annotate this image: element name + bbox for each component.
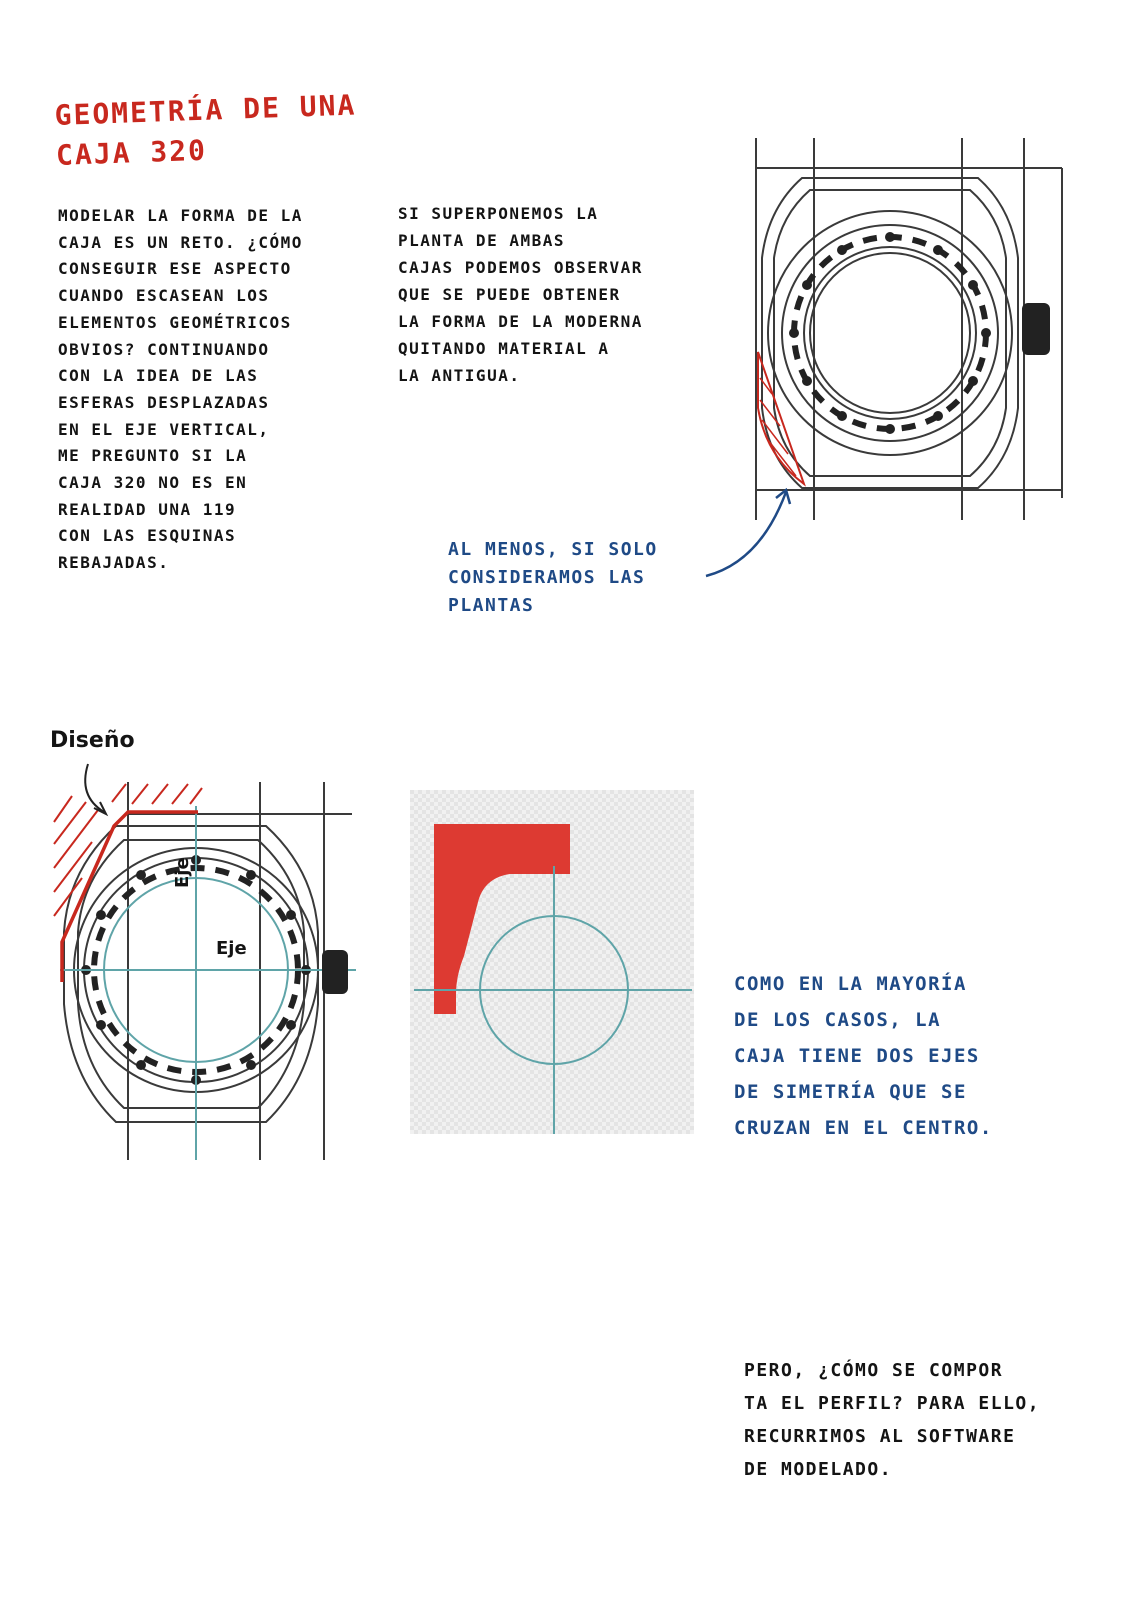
overlay-note [398, 200, 643, 389]
profile-geometry-panel [410, 790, 694, 1134]
intro-line: CAJA 320 NO ES EN [58, 473, 248, 493]
intro-line: CUANDO ESCASEAN LOS [58, 286, 270, 306]
title-line: GEOMETRÍA DE UNA [54, 88, 357, 132]
profile-note [744, 1354, 1040, 1486]
intro-line: ME PREGUNTO SI LA [58, 446, 248, 466]
overlay-line: LA ANTIGUA. [398, 366, 521, 385]
overlay-line: CAJAS PODEMOS OBSERVAR [398, 258, 643, 277]
intro-line: EN EL EJE VERTICAL, [58, 419, 270, 439]
overlaid-plans-sketch [752, 138, 1072, 528]
annotation-arrow-icon [704, 484, 804, 584]
intro-line: REALIDAD UNA 119 [58, 499, 237, 519]
profile-line: TA EL PERFIL? PARA ELLO, [744, 1393, 1041, 1414]
intro-line: CONSEGUIR ESE ASPECTO [58, 259, 292, 279]
symmetry-line: CRUZAN EN EL CENTRO. [734, 1117, 993, 1139]
design-label: Diseño [50, 728, 135, 753]
intro-line: CAJA ES UN RETO. ¿CÓMO [58, 232, 303, 252]
plans-annotation-line: CONSIDERAMOS LAS [448, 567, 646, 588]
intro-line: REBAJADAS. [58, 553, 170, 573]
title-line: CAJA 320 [55, 133, 208, 172]
plans-annotation-line: AL MENOS, SI SOLO [448, 539, 658, 560]
symmetry-note [734, 966, 993, 1146]
symmetry-line: COMO EN LA MAYORÍA [734, 973, 967, 995]
profile-line: RECURRIMOS AL SOFTWARE [744, 1426, 1016, 1447]
design-axes-sketch [52, 782, 362, 1162]
profile-line: PERO, ¿CÓMO SE COMPOR [744, 1360, 1004, 1381]
profile-line: DE MODELADO. [744, 1459, 893, 1480]
overlay-line: SI SUPERPONEMOS LA [398, 204, 599, 223]
intro-line: ESFERAS DESPLAZADAS [58, 392, 270, 412]
overlay-line: QUE SE PUEDE OBTENER [398, 285, 621, 304]
overlay-line: PLANTA DE AMBAS [398, 231, 565, 250]
intro-paragraph [58, 203, 303, 577]
intro-line: ELEMENTOS GEOMÉTRICOS [58, 312, 292, 332]
intro-line: CON LAS ESQUINAS [58, 526, 237, 546]
intro-line: CON LA IDEA DE LAS [58, 366, 259, 386]
intro-line: MODELAR LA FORMA DE LA [58, 206, 303, 225]
intro-line: OBVIOS? CONTINUANDO [58, 339, 270, 359]
symmetry-line: DE LOS CASOS, LA [734, 1009, 942, 1031]
page-title [54, 85, 358, 175]
vertical-axis-label: Eje [172, 857, 193, 888]
symmetry-line: CAJA TIENE DOS EJES [734, 1045, 980, 1067]
overlay-line: QUITANDO MATERIAL A [398, 339, 610, 358]
plans-annotation-line: PLANTAS [448, 595, 535, 616]
plans-annotation [448, 536, 658, 620]
overlay-line: LA FORMA DE LA MODERNA [398, 312, 643, 331]
symmetry-line: DE SIMETRÍA QUE SE [734, 1081, 967, 1103]
horizontal-axis-label: Eje [216, 938, 247, 959]
